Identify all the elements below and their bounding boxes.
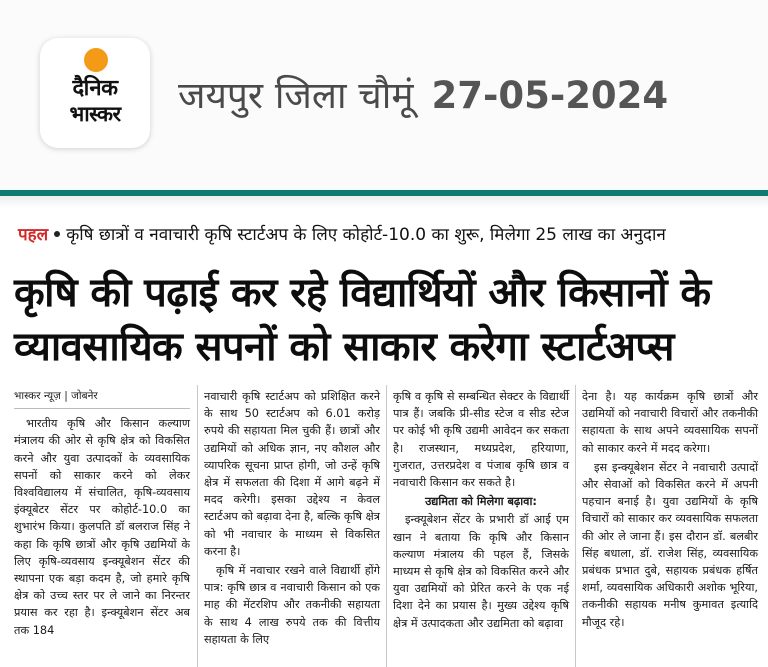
edition-line <box>178 68 668 119</box>
column-3-subhead: उद्यमिता को मिलेगा बढ़ावा: <box>425 495 537 509</box>
edition-name: जयपुर जिला चौमूं <box>178 74 414 117</box>
bullet-icon <box>54 231 60 237</box>
edition-date: 27-05-2024 <box>431 74 669 117</box>
byline: भास्कर न्यूज़ | जोबनेर <box>14 388 190 409</box>
article-column-3 <box>393 388 569 634</box>
article-column-4 <box>582 388 758 633</box>
column-rule <box>197 385 198 667</box>
logo-text-line2: भास्कर <box>69 102 121 126</box>
headline-line-1: कृषि की पढ़ाई कर रहे विद्यार्थियों और किसानों के <box>14 270 711 316</box>
column-2-paragraph-1: नवाचारी कृषि स्टार्टअप को प्रशिक्षित करने के साथ 50 स्टार्टअप को 6.01 करोड़ रुपये की सहायता मिल चुकी हैं। छात्रों और उद्यमियों को अधिक ज्ञान, नए कौशल और व्यापरिक सूचना प्राप्त होगी, जो उन्हें कृषि क्षेत्र में सफलता की दिशा में आगे बढ़ने में मदद करेगी। इसका उद्देश्य न केवल स्टार्टअप को बढ़ावा देना है, बल्कि कृषि क्षेत्र को भी नवाचार के माध्यम से विकसित करना है। <box>204 390 380 558</box>
column-2-paragraph-2: कृषि में नवाचार रखने वाले विद्यार्थी होंगे पात्र: कृषि छात्र व नवाचारी किसान को एक माह की मेंटरशिप और तकनीकी सहायता के साथ 4 लाख रुपये तक की वित्तीय सहायता के लिए <box>204 564 380 646</box>
kicker-label: पहल <box>18 225 49 245</box>
article-column-2 <box>204 388 380 650</box>
headline-line-2: व्यावसायिक सपनों को साकार करेगा स्टार्टअप्स <box>14 324 674 370</box>
clipping-edge <box>0 196 768 208</box>
column-1-paragraph: भारतीय कृषि और किसान कल्याण मंत्रालय की ओर से कृषि क्षेत्र को विकसित करने और युवा उत्पादकों के व्यवसायिक सपनों को साकार करने को लेकर विश्वविद्यालय में संचालित, कृषि-व्यवसाय इंक्यूबेटर सेंटर पर कोहोर्ट-10.0 का शुभारंभ किया। कुलपति डॉ बलराज सिंह ने कहा कि कृषि छात्रों और कृषि उद्यमियों के लिए कृषि-व्यवसाय इन्क्यूबेशन सेंटर की स्थापना एक बड़ा कदम है, जो हमारे कृषि क्षेत्र को उच्च स्तर पर ले जाने का निरन्तर प्रयास कर रहा है। इन्क्यूबेशन सेंटर अब तक 184 <box>14 417 190 637</box>
logo-text-line1: दैनिक <box>72 76 118 101</box>
column-3-paragraph-2: इन्क्यूबेशन सेंटर के प्रभारी डॉ आई एम खान ने बताया कि कृषि और किसान कल्याण मंत्रालय की पहल हैं, जिसके माध्यम से कृषि क्षेत्र को विकसित करने और युवा उद्यमियों को प्रेरित करने के एक नई दिशा देने का प्रयास है। मुख्य उद्देश्य कृषि क्षेत्र में उत्पादकता और उद्यमिता को बढ़ावा <box>393 513 569 630</box>
clipping-header <box>0 0 768 190</box>
article-headline <box>14 266 758 374</box>
article-kicker <box>18 222 758 245</box>
kicker-text: कृषि छात्रों व नवाचारी कृषि स्टार्टअप के लिए कोहोर्ट-10.0 का शुरू, मिलेगा 25 लाख का अनुदान <box>66 225 666 245</box>
sun-icon <box>84 48 108 72</box>
column-4-paragraph-2: इस इन्क्यूबेशन सेंटर ने नवाचारी उत्पादों और सेवाओं को विकसित करने में अपनी पहचान बनाई है। युवा उद्यमियों के कृषि विचारों को साकार कर व्यवसायिक सफलता की ओर ले जाना हैं। इस दौरान डॉ. बलबीर सिंह बधाला, डॉ. राजेश सिंह, व्यवसायिक प्रबंधक प्रभात दुबे, सहायक प्रबंधक हर्षित शर्मा, व्यवसायिक अधिकारी अशोक भूरिया, तकनीकी सहायक मनीष कुमावत इत्यादि मौजूद रहे। <box>582 460 758 629</box>
dainik-bhaskar-logo <box>40 38 150 148</box>
column-3-paragraph-1: कृषि व कृषि से सम्बन्धित सेक्टर के विद्यार्थी पात्र हैं। जबकि प्री-सीड स्टेज व सीड स्टेज पर कोई भी कृषि उद्यमी आवेदन कर सकता है। राजस्थान, मध्यप्रदेश, हरियाणा, गुजरात, उत्तरप्रदेश व पंजाब कृषि छात्र व नवाचारी किसान कर सकते है। <box>393 390 569 490</box>
column-4-paragraph-1: देना है। यह कार्यक्रम कृषि छात्रों और उद्यमियों को नवाचारी विचारों और तकनीकी सहायता के साथ अपने व्यवसायिक सपनों को साकार करने में मदद करेगा। <box>582 390 758 455</box>
column-rule <box>386 385 387 667</box>
article-column-1 <box>14 388 190 641</box>
column-rule <box>575 385 576 667</box>
